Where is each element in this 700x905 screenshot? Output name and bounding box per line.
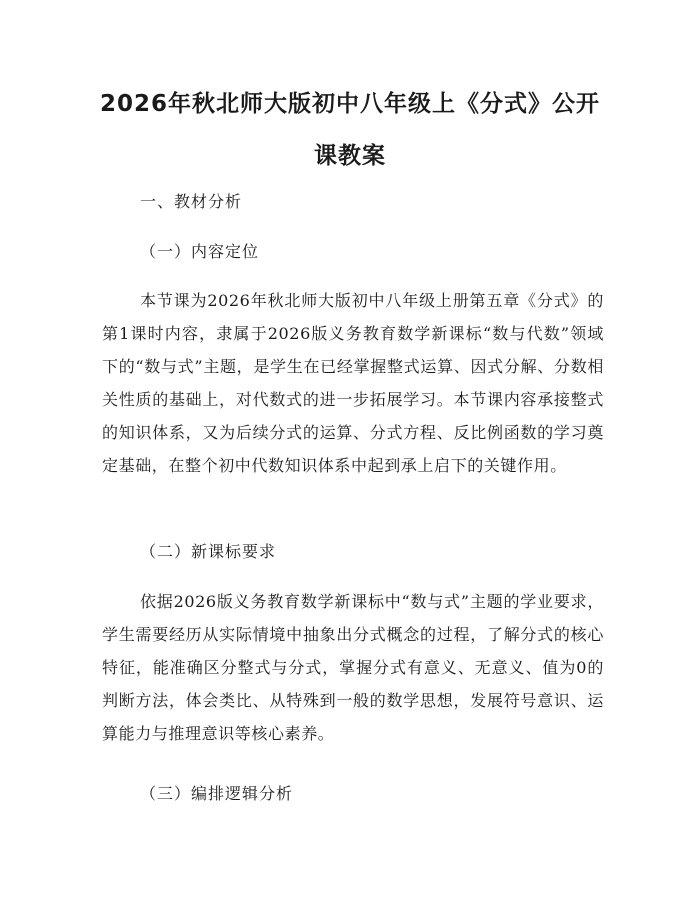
section-heading-textbook-analysis: 一、教材分析 xyxy=(140,192,243,211)
paragraph-content-position: 本节课为2026年秋北师大版初中八年级上册第五章《分式》的第1课时内容，隶属于2026版义务教育数学新课标“数与代数”领域下的“数与式”主题，是学生在已经掌握整式运算、因式分解、分数相关性质的基础上，对代数式的进一步拓展学习。本节课内容承接整式的知识体系，又为后续分式的运算、分式方程、反比例函数的学习奠定基础，在整个初中代数知识体系中起到承上启下的关键作用。 xyxy=(102,291,604,476)
paragraph-curriculum-requirements: 依据2026版义务教育数学新课标中“数与式”主题的学业要求，学生需要经历从实际情境中抽象出分式概念的过程，了解分式的核心特征，能准确区分整式与分式，掌握分式有意义、无意义、值为0的判断方法，体会类比、从特殊到一般的数学思想，发展符号意识、运算能力与推理意识等核心素养。 xyxy=(102,592,604,744)
subsection-heading-arrangement-logic: （三）编排逻辑分析 xyxy=(140,784,294,803)
subsection-heading-content-position: （一）内容定位 xyxy=(140,242,260,261)
document-title: 2026年秋北师大版初中八年级上《分式》公开课教案 xyxy=(100,91,601,169)
subsection-heading-curriculum-requirements: （二）新课标要求 xyxy=(140,542,277,561)
